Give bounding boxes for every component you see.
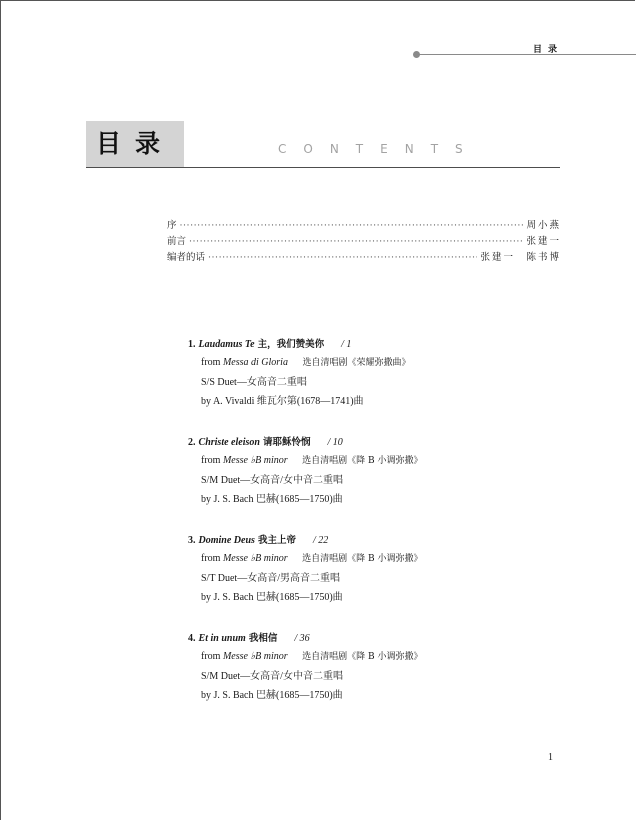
from-prefix: from xyxy=(201,357,221,368)
entry-number: 1. xyxy=(188,339,196,350)
entry-source xyxy=(188,647,568,667)
entry-title xyxy=(188,630,568,647)
entry-latin-title: Laudamus Te xyxy=(198,339,255,350)
front-matter-row[interactable] xyxy=(167,234,561,250)
entry-composer: by J. S. Bach 巴赫(1685—1750)曲 xyxy=(201,690,343,701)
running-header xyxy=(413,44,636,58)
page-title: 目录 xyxy=(96,129,175,158)
entry-number: 4. xyxy=(188,633,196,644)
source-latin: Messe ♭B minor xyxy=(222,651,288,662)
dot-leader xyxy=(208,250,477,266)
entry-composer: by J. S. Bach 巴赫(1685—1750)曲 xyxy=(201,592,343,603)
entry-source xyxy=(188,549,568,569)
contents-entry[interactable] xyxy=(188,532,568,607)
contents-entry[interactable] xyxy=(188,630,568,705)
source-chinese: 选自清唱剧《荣耀弥撒曲》 xyxy=(302,358,411,368)
from-prefix: from xyxy=(201,553,221,564)
entry-title xyxy=(188,532,568,549)
header-rule xyxy=(419,54,636,55)
entry-chinese-title: 我主上帝 xyxy=(257,535,296,546)
entry-chinese-title: 请耶稣怜悯 xyxy=(262,437,311,448)
front-matter-row[interactable] xyxy=(167,218,561,234)
entry-source xyxy=(188,451,568,471)
page-number: 1 xyxy=(548,752,553,763)
front-matter-author: 张建一 陈书博 xyxy=(480,252,561,263)
entry-page: / 36 xyxy=(294,633,310,644)
entry-composer: by J. S. Bach 巴赫(1685—1750)曲 xyxy=(201,494,343,505)
entry-number: 2. xyxy=(188,437,196,448)
source-latin: Messa di Gloria xyxy=(222,357,288,368)
entry-chinese-title: 主，我们赞美你 xyxy=(257,339,325,350)
contents-entry[interactable] xyxy=(188,434,568,509)
entry-title xyxy=(188,336,568,353)
dot-leader xyxy=(180,218,524,234)
front-matter-row[interactable] xyxy=(167,250,561,266)
source-chinese: 选自清唱剧《降 B 小调弥撒》 xyxy=(302,554,423,564)
entry-voicing: S/S Duet—女高音二重唱 xyxy=(201,377,307,388)
entry-latin-title: Christe eleison xyxy=(198,437,260,448)
front-matter-label: 序 xyxy=(167,220,177,231)
entry-page: / 1 xyxy=(341,339,352,350)
source-chinese: 选自清唱剧《降 B 小调弥撒》 xyxy=(302,652,423,662)
entry-chinese-title: 我相信 xyxy=(248,633,278,644)
entry-voicing: S/T Duet—女高音/男高音二重唱 xyxy=(201,573,340,584)
entry-latin-title: Domine Deus xyxy=(198,535,255,546)
entry-latin-title: Et in unum xyxy=(198,633,246,644)
entry-composer: by A. Vivaldi 维瓦尔第(1678—1741)曲 xyxy=(201,396,364,407)
entry-page: / 10 xyxy=(327,437,343,448)
contents-list xyxy=(188,336,568,728)
source-latin: Messe ♭B minor xyxy=(222,553,288,564)
entry-voicing: S/M Duet—女高音/女中音二重唱 xyxy=(201,671,343,682)
source-latin: Messe ♭B minor xyxy=(222,455,288,466)
title-rule xyxy=(86,167,560,168)
from-prefix: from xyxy=(201,651,221,662)
contents-entry[interactable] xyxy=(188,336,568,411)
entry-voicing: S/M Duet—女高音/女中音二重唱 xyxy=(201,475,343,486)
dot-leader xyxy=(189,234,523,250)
front-matter-label: 前言 xyxy=(167,236,187,247)
entry-number: 3. xyxy=(188,535,196,546)
from-prefix: from xyxy=(201,455,221,466)
front-matter-label: 编者的话 xyxy=(167,252,206,263)
front-matter-author: 张建一 xyxy=(526,236,561,247)
front-matter-list xyxy=(167,218,561,266)
page-title-english: CONTENTS xyxy=(278,142,480,156)
front-matter-author: 周小燕 xyxy=(526,220,561,231)
running-header-text: 目录 xyxy=(533,45,564,55)
entry-source xyxy=(188,353,568,373)
source-chinese: 选自清唱剧《降 B 小调弥撒》 xyxy=(302,456,423,466)
entry-title xyxy=(188,434,568,451)
entry-page: / 22 xyxy=(313,535,329,546)
